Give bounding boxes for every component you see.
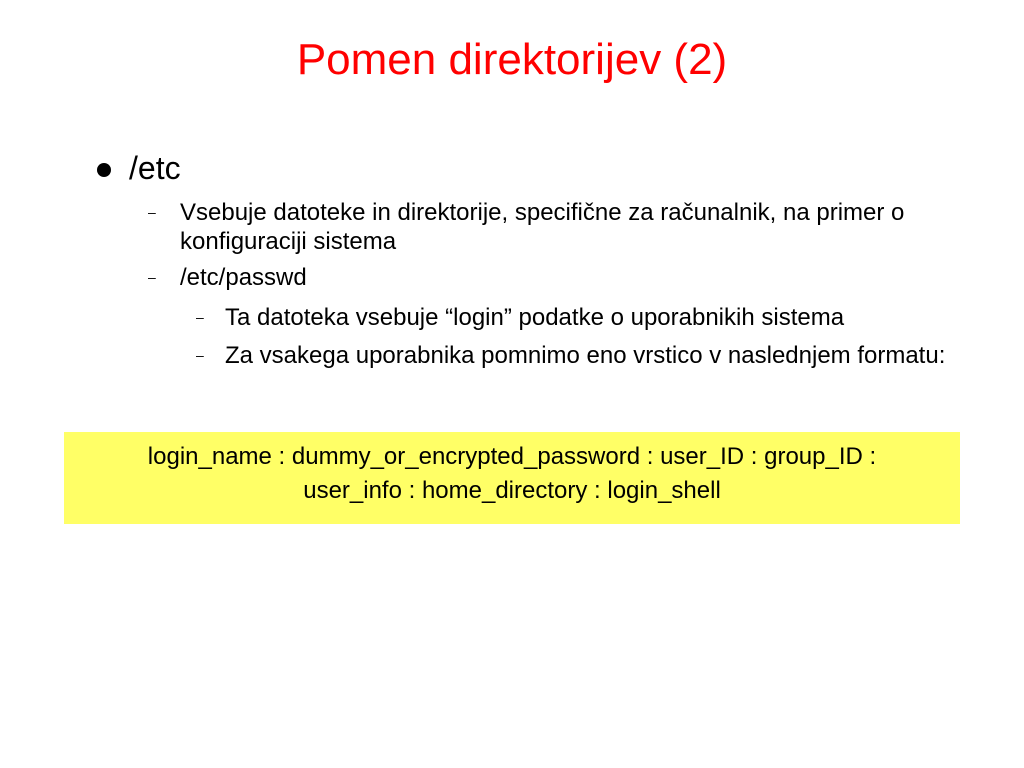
sub-sub-item-text: Ta datoteka vsebuje “login” podatke o uporabnikih sistema [225, 304, 845, 331]
dash-icon: – [148, 204, 156, 220]
sub-item-text: /etc/passwd [180, 264, 307, 291]
dash-icon: – [148, 269, 156, 285]
sub-item-description [148, 198, 948, 256]
slide-title: Pomen direktorijev (2) [296, 35, 728, 84]
dash-icon: – [196, 309, 204, 325]
sub-sub-item-format [196, 341, 976, 370]
sub-sub-item-text: Za vsakega uporabnika pomnimo eno vrstico v naslednjem formatu: [225, 342, 946, 369]
bullet-dot-icon [97, 163, 111, 177]
sub-item-text: Vsebuje datoteke in direktorije, specifične za računalnik, na primer o konfiguraciji sistema [180, 199, 905, 255]
dash-icon: – [196, 347, 204, 363]
format-line-2: user_info : home_directory : login_shell [303, 477, 721, 504]
bullet-text: /etc [129, 150, 181, 186]
passwd-format-box [64, 432, 960, 524]
sub-item-passwd [148, 263, 948, 292]
bullet-item-etc [97, 148, 181, 188]
sub-sub-item-login-data [196, 303, 976, 332]
format-line-1: login_name : dummy_or_encrypted_password : user_ID : group_ID : [147, 443, 877, 470]
